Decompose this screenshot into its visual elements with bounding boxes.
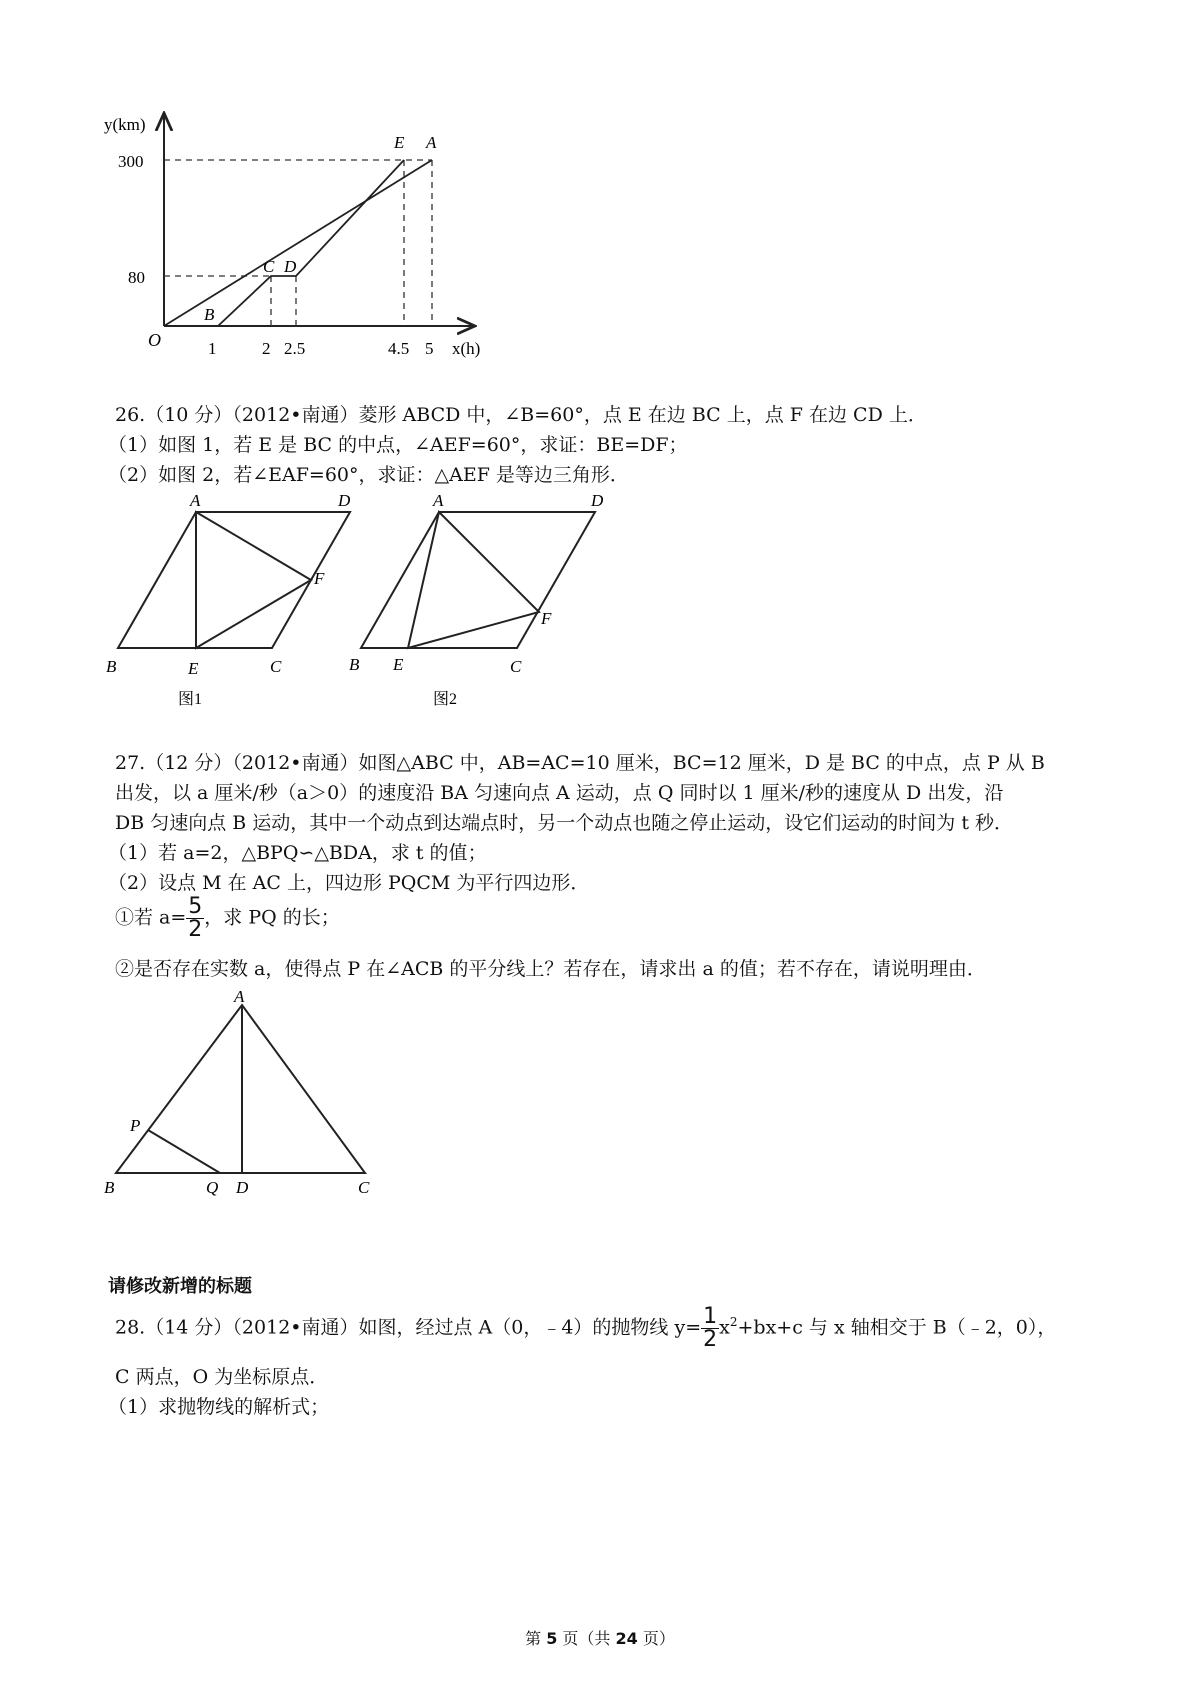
q28-part1: （1）求抛物线的解析式； <box>108 1396 330 1418</box>
fig2-label-E: E <box>393 655 404 674</box>
fig1-caption: 图1 <box>178 691 203 708</box>
q27-fraction <box>186 896 204 941</box>
q28-line1 <box>115 1306 1056 1351</box>
q27-sub2: ②是否存在实数 a，使得点 P 在∠ACB 的平分线上？若存在，请求出 a 的值；若不存在，请说明理由． <box>115 958 986 980</box>
q27-frac-den: 2 <box>188 917 203 942</box>
fig27-label-P: P <box>130 1116 141 1135</box>
fig2-label-A: A <box>433 491 444 510</box>
fig2-label-D: D <box>591 491 604 510</box>
q27-line1: 27.（12 分）（2012•南通）如图△ABC 中，AB=AC=10 厘米，BC=12 厘米，D 是 BC 的中点，点 P 从 B <box>115 752 1045 774</box>
q27-sub1-prefix: ①若 a= <box>115 906 187 929</box>
footer-mid: 页（共 <box>557 1629 616 1648</box>
rhombus-abcd-2 <box>361 512 595 648</box>
q26-part2: （2）如图 2，若∠EAF=60°，求证：△AEF 是等边三角形． <box>108 464 629 486</box>
q27-line2: 出发，以 a 厘米/秒（a＞0）的速度沿 BA 匀速向点 A 运动，点 Q 同时以 1 厘米/秒的速度从 D 出发，沿 <box>115 782 1004 804</box>
origin-label: O <box>148 330 161 350</box>
q27-figure <box>100 985 390 1200</box>
distance-time-graph <box>100 110 520 380</box>
point-D-label: D <box>284 257 297 276</box>
footer-post: 页） <box>637 1629 675 1648</box>
q26-part1: （1）如图 1，若 E 是 BC 的中点，∠AEF=60°，求证：BE=DF； <box>108 434 688 456</box>
q27-sub1-suffix: ，求 PQ 的长； <box>204 906 340 929</box>
q28-prefix: 28.（14 分）（2012•南通）如图，经过点 A（0，﹣4）的抛物线 y= <box>115 1316 702 1339</box>
q27-part1: （1）若 a=2，△BPQ∽△BDA，求 t 的值； <box>108 842 487 864</box>
q28-suffix: +bx+c 与 x 轴相交于 B（﹣2，0）， <box>737 1316 1057 1339</box>
x-tick-2.5: 2.5 <box>284 339 306 358</box>
x-tick-2: 2 <box>262 339 271 358</box>
q28-fraction <box>701 1306 719 1351</box>
fig1-label-E: E <box>188 659 199 678</box>
fig1-label-F: F <box>314 569 325 588</box>
point-C-label: C <box>263 257 275 276</box>
point-E-label: E <box>394 133 405 152</box>
x-axis-label: x(h) <box>452 339 481 358</box>
point-A-label: A <box>426 133 437 152</box>
q27-sub1 <box>115 896 340 941</box>
fig1-label-D: D <box>338 491 351 510</box>
line-OA <box>164 160 432 326</box>
q26-figure-2 <box>345 490 620 720</box>
q28-frac-den: 2 <box>703 1327 718 1352</box>
fig27-label-Q: Q <box>206 1178 219 1197</box>
x-tick-4.5: 4.5 <box>388 339 410 358</box>
footer-pre: 第 <box>525 1629 547 1648</box>
footer-page: 5 <box>546 1629 558 1648</box>
fig1-label-A: A <box>190 491 201 510</box>
fig27-label-B: B <box>104 1178 115 1197</box>
fig2-label-B: B <box>349 655 360 674</box>
fig27-label-C: C <box>358 1178 370 1197</box>
fig1-label-C: C <box>270 657 282 676</box>
fig2-label-C: C <box>510 657 522 676</box>
segment-PQ <box>148 1130 220 1173</box>
q28-exp: 2 <box>729 1315 738 1330</box>
q27-part2: （2）设点 M 在 AC 上，四边形 PQCM 为平行四边形． <box>108 872 590 894</box>
fig27-label-D: D <box>236 1178 249 1197</box>
page-footer <box>0 1626 1200 1649</box>
q27-frac-num: 5 <box>188 894 203 919</box>
x-tick-1: 1 <box>208 339 217 358</box>
q26-figure-1 <box>100 490 360 720</box>
fig1-label-B: B <box>106 657 117 676</box>
y-axis-label: y(km) <box>104 115 146 134</box>
section-title: 请修改新增的标题 <box>108 1276 252 1297</box>
q26-stem: 26.（10 分）（2012•南通）菱形 ABCD 中，∠B=60°，点 E 在边 BC 上，点 F 在边 CD 上． <box>115 404 927 426</box>
fig2-caption: 图2 <box>433 691 458 708</box>
y-tick-80: 80 <box>128 268 145 287</box>
footer-total: 24 <box>615 1629 638 1648</box>
point-B-label: B <box>204 305 215 324</box>
y-tick-300: 300 <box>118 152 144 171</box>
triangle-abc <box>116 1005 365 1173</box>
q28-x: x <box>719 1316 730 1339</box>
q27-line3: DB 匀速向点 B 运动，其中一个动点到达端点时，另一个动点也随之停止运动，设它们运动的时间为 t 秒． <box>115 812 1013 834</box>
fig2-label-F: F <box>541 609 552 628</box>
triangle-aef-1 <box>196 512 311 648</box>
x-tick-5: 5 <box>425 339 434 358</box>
line-BCDE <box>218 160 404 326</box>
q28-line2: C 两点，O 为坐标原点． <box>115 1366 329 1388</box>
fig27-label-A: A <box>234 987 245 1006</box>
q28-frac-num: 1 <box>703 1304 718 1329</box>
